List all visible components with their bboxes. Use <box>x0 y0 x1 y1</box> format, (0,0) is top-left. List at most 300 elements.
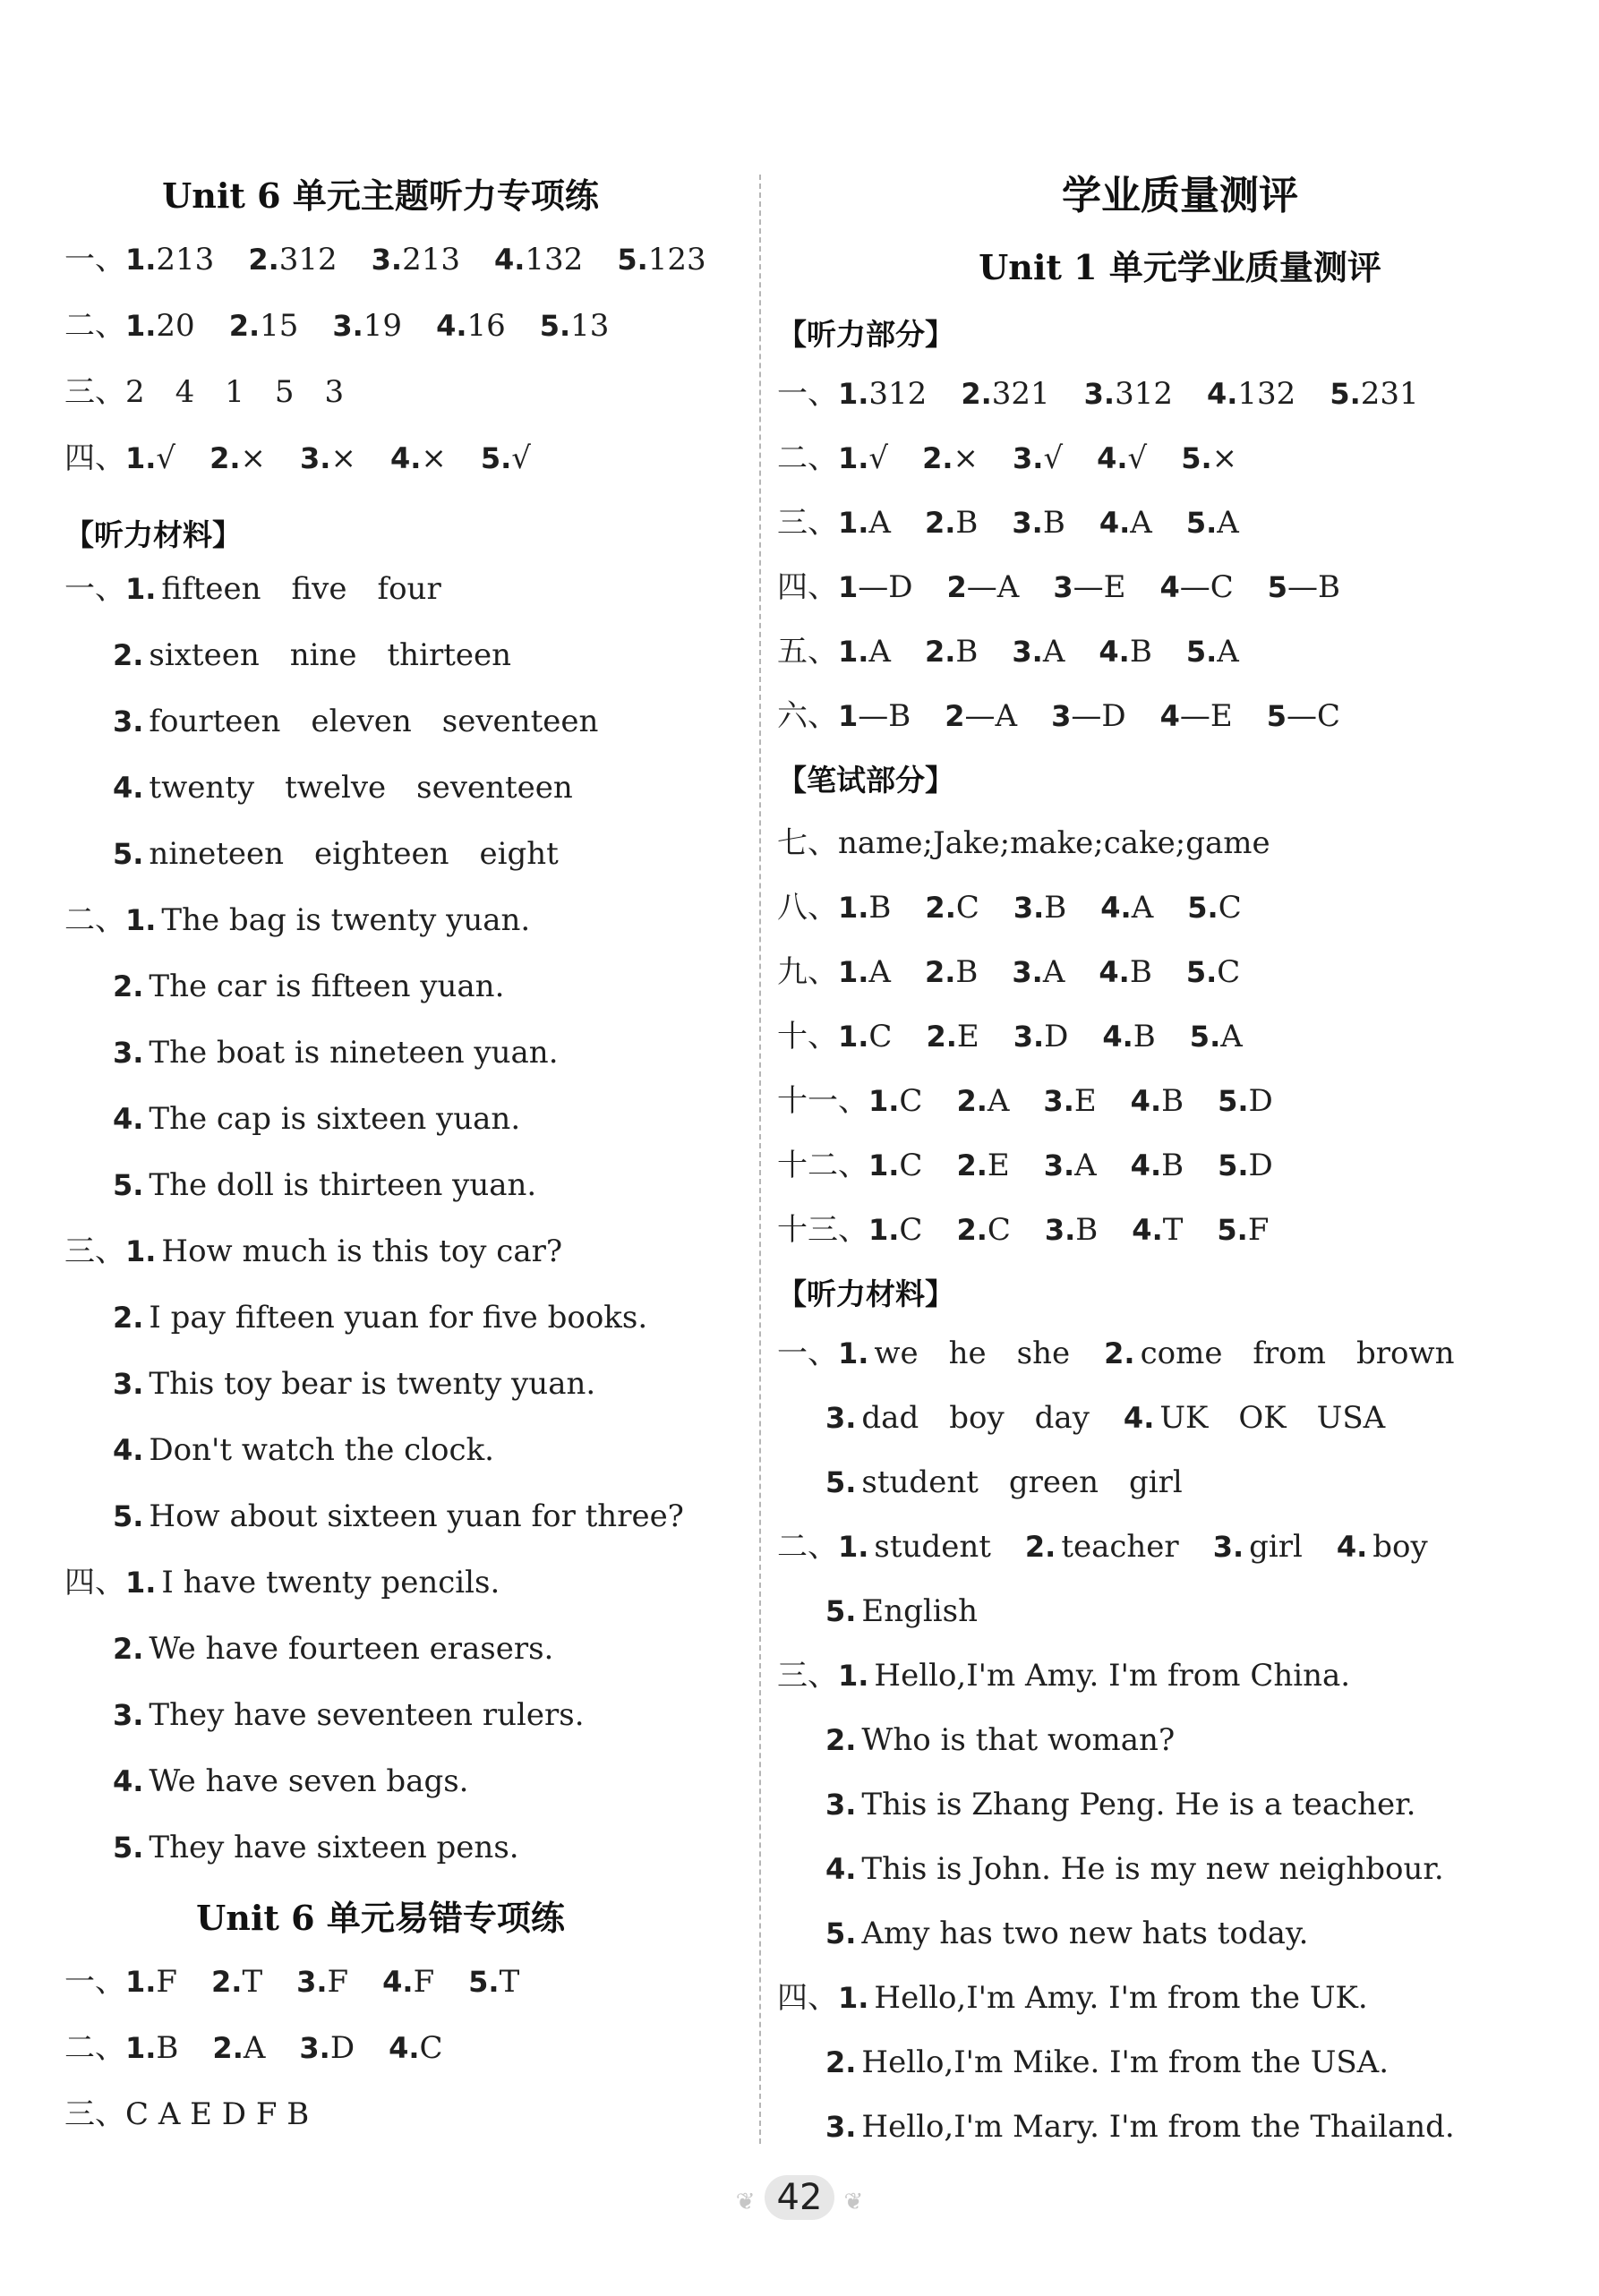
answer-item <box>1084 376 1173 412</box>
material-text: come from brown <box>1140 1336 1455 1371</box>
answer-item <box>838 376 927 412</box>
item-number: 3. <box>1012 506 1043 540</box>
material-text: Hello,I'm Mary. I'm from the Thailand. <box>861 2109 1455 2145</box>
error-answer-row <box>64 1962 519 2002</box>
item-number: 4. <box>1130 1084 1162 1118</box>
item-number: 5. <box>1185 955 1218 989</box>
material-segment <box>825 1916 1308 1951</box>
item-number: 3. <box>113 1036 144 1070</box>
answer-item <box>1217 1212 1269 1248</box>
answer-item <box>125 1964 177 2000</box>
material-line <box>64 1232 562 1271</box>
item-number: 5. <box>1185 635 1218 669</box>
material-text: we he she <box>874 1336 1071 1371</box>
item-number: 1. <box>125 441 157 475</box>
answer-item <box>838 634 891 670</box>
answer-item <box>382 1964 434 2000</box>
section-number: 一、 <box>64 571 125 607</box>
section-number: 十二、 <box>777 1148 868 1183</box>
item-number: 1. <box>868 1084 900 1118</box>
answer-item <box>838 1019 892 1054</box>
answer-item <box>1131 1148 1184 1183</box>
item-number: 4. <box>1097 441 1128 475</box>
item-answer: 132 <box>1237 376 1296 412</box>
answer-item <box>390 440 447 476</box>
item-answer: B <box>1133 1019 1156 1054</box>
answer-item <box>838 440 888 476</box>
answer-item <box>125 242 214 277</box>
answer-item <box>468 1964 519 2000</box>
item-number: 4. <box>389 2031 420 2065</box>
item-answer: D <box>1248 1083 1273 1119</box>
written-answer-row <box>777 952 1240 992</box>
answer-item <box>1097 440 1147 476</box>
item-answer: A <box>1042 954 1065 990</box>
item-number: 3. <box>825 2110 857 2144</box>
unit6-listening-title: Unit 6 单元主题听力专项练 <box>162 175 599 216</box>
answer-item <box>1013 890 1066 926</box>
item-answer: A <box>987 1083 1010 1119</box>
answer-item <box>1012 634 1065 670</box>
item-number: 4. <box>1123 1401 1155 1435</box>
answer-item <box>1102 1019 1155 1054</box>
answer-item <box>372 242 460 277</box>
answer-item <box>1187 890 1241 926</box>
item-answer: T <box>499 1964 520 2000</box>
item-number: 1. <box>838 377 869 411</box>
material-text: Hello,I'm Mike. I'm from the USA. <box>861 2044 1390 2080</box>
item-answer: 132 <box>525 242 584 277</box>
answer-item <box>332 308 402 344</box>
answer-item <box>1268 569 1340 605</box>
answer-item <box>1013 440 1063 476</box>
item-answer: —E <box>1179 698 1233 734</box>
material-text: This is John. He is my new neighbour. <box>861 1851 1444 1887</box>
answer-item <box>838 698 911 734</box>
item-number: 2. <box>922 441 953 475</box>
item-number: 5. <box>113 1831 144 1865</box>
material-line <box>825 1785 1416 1824</box>
item-number: 2. <box>248 243 279 277</box>
answer-item <box>299 2030 355 2066</box>
answer-item <box>300 440 356 476</box>
section-number: 一、 <box>64 242 125 277</box>
item-answer: C <box>1217 954 1241 990</box>
material-text: fourteen eleven seventeen <box>149 704 599 739</box>
page-number <box>0 2175 1599 2220</box>
answer-item <box>229 308 299 344</box>
answer-item <box>125 440 175 476</box>
written-part-label: 【笔试部分】 <box>777 763 954 798</box>
material-line <box>777 1656 1350 1695</box>
item-answer: D <box>1248 1148 1273 1183</box>
item-answer: B <box>1075 1212 1099 1248</box>
material-line <box>113 768 573 807</box>
answer-item <box>1012 954 1065 990</box>
material-segment <box>825 2044 1389 2080</box>
item-answer: A <box>1217 505 1239 541</box>
item-number: 5. <box>1217 1213 1248 1247</box>
item-number: 1. <box>838 1336 869 1370</box>
item-number: 3. <box>1083 377 1116 411</box>
answer-item <box>209 440 266 476</box>
material-line <box>64 900 530 940</box>
material-line <box>825 1398 1385 1438</box>
item-number: 1. <box>125 1965 157 1999</box>
item-answer: B <box>1161 1083 1184 1119</box>
material-line <box>113 1099 520 1139</box>
item-answer: √ <box>511 440 531 476</box>
material-line <box>113 1762 469 1801</box>
item-number: 1. <box>838 441 869 475</box>
item-answer: A <box>868 505 891 541</box>
material-line <box>825 1720 1175 1760</box>
material-text: They have sixteen pens. <box>149 1830 519 1865</box>
item-number: 1. <box>838 1981 869 2015</box>
item-answer: 15 <box>260 308 299 344</box>
material-segment <box>825 1787 1416 1822</box>
item-answer: A <box>868 954 891 990</box>
section-number: 三、 <box>64 1233 125 1269</box>
item-number: 5. <box>1185 506 1218 540</box>
material-segment <box>825 1722 1175 1758</box>
section-number: 一、 <box>777 376 838 412</box>
answer-item <box>389 2030 442 2066</box>
section-number: 一、 <box>777 1336 838 1371</box>
item-number: 1. <box>125 243 157 277</box>
section-number: 三、 <box>64 374 125 410</box>
answer-text: C A E D F B <box>125 2096 310 2132</box>
item-answer: —E <box>1073 569 1126 605</box>
material-line <box>113 1497 684 1536</box>
item-answer: —B <box>1287 569 1340 605</box>
item-answer: 16 <box>466 308 506 344</box>
item-number: 4. <box>113 1433 144 1467</box>
item-number: 3. <box>1044 1213 1076 1247</box>
section-number: 五、 <box>777 634 838 670</box>
item-answer: B <box>955 634 979 670</box>
item-number: 3. <box>1013 1020 1045 1054</box>
error-answer-row <box>64 2095 309 2134</box>
answer-item <box>1099 505 1152 541</box>
item-number: 2. <box>956 1084 988 1118</box>
unit6-errors-title: Unit 6 单元易错专项练 <box>196 1898 565 1938</box>
item-number: 5. <box>1330 377 1361 411</box>
material-line <box>64 569 441 609</box>
answer-item <box>868 1148 922 1183</box>
material-text: The cap is sixteen yuan. <box>149 1101 521 1137</box>
item-number: 2. <box>925 891 956 925</box>
answer-item <box>945 698 1017 734</box>
material-segment <box>838 1336 1070 1371</box>
answer-item <box>838 505 891 541</box>
item-number: 3 <box>1051 699 1072 733</box>
item-number: 3. <box>332 309 363 343</box>
item-answer: 123 <box>647 242 706 277</box>
material-text: They have seventeen rulers. <box>149 1697 585 1733</box>
material-segment <box>825 1851 1444 1887</box>
answer-item <box>1099 634 1151 670</box>
material-text: We have seven bags. <box>149 1763 469 1799</box>
material-line <box>113 1033 559 1072</box>
answer-item <box>436 308 506 344</box>
item-answer: √ <box>868 440 889 476</box>
material-line <box>113 1430 494 1470</box>
material-line <box>113 1364 595 1404</box>
page-number-value: 42 <box>765 2175 835 2220</box>
section-number: 三、 <box>64 2096 125 2132</box>
item-number: 5. <box>1218 1148 1249 1182</box>
item-number: 3. <box>825 1788 857 1822</box>
item-answer: —C <box>1179 569 1234 605</box>
item-answer: D <box>1044 1019 1069 1054</box>
answer-item <box>961 376 1049 412</box>
answer-item <box>125 308 195 344</box>
section-number: 四、 <box>64 440 125 476</box>
item-answer: —B <box>858 698 911 734</box>
column-divider <box>759 175 761 2144</box>
item-answer: F <box>327 1964 349 2000</box>
material-text: I pay fifteen yuan for five books. <box>149 1300 648 1336</box>
written-answer-row <box>777 1017 1243 1056</box>
item-number: 4 <box>1159 570 1180 604</box>
item-number: 3. <box>296 1965 328 1999</box>
item-number: 4. <box>1099 635 1130 669</box>
item-answer: 20 <box>156 308 195 344</box>
material-line <box>825 1463 1183 1502</box>
answer-item <box>868 1212 922 1248</box>
item-number: 5. <box>825 1465 857 1499</box>
answer-item <box>1099 954 1151 990</box>
item-number: 3. <box>825 1401 857 1435</box>
item-number: 5. <box>113 837 144 871</box>
item-number: 1. <box>868 1148 900 1182</box>
item-number: 5. <box>113 1499 144 1533</box>
item-answer: 19 <box>363 308 403 344</box>
material-segment <box>825 1400 1090 1436</box>
item-number: 3. <box>371 243 403 277</box>
material-text: twenty twelve seventeen <box>149 770 573 806</box>
material-text: I have twenty pencils. <box>161 1565 500 1600</box>
answer-item <box>922 440 979 476</box>
material-segment <box>1337 1529 1428 1565</box>
item-number: 3. <box>1212 1530 1244 1564</box>
item-number: 3. <box>113 1698 144 1732</box>
section-number: 十、 <box>777 1019 838 1054</box>
section-number: 三、 <box>777 1658 838 1694</box>
item-answer: C <box>868 1019 893 1054</box>
item-number: 2. <box>113 1301 144 1335</box>
item-number: 2. <box>113 638 144 672</box>
item-number: 4. <box>113 1102 144 1136</box>
answer-item <box>1053 569 1125 605</box>
answer-item <box>926 1019 979 1054</box>
item-number: 4. <box>1102 1020 1133 1054</box>
item-number: 4. <box>1206 377 1238 411</box>
material-line <box>113 636 511 675</box>
answer-item <box>211 1964 262 2000</box>
item-number: 2. <box>209 441 241 475</box>
listening-answer-row <box>777 696 1340 736</box>
item-number: 3. <box>1043 1084 1074 1118</box>
material-line <box>113 967 504 1006</box>
material-text: dad boy day <box>861 1400 1090 1436</box>
answer-text: name;Jake;make;cake;game <box>838 825 1270 861</box>
answer-item <box>1181 440 1237 476</box>
leaf-ornament-right: ❦ <box>843 2189 864 2215</box>
answer-item <box>1013 1019 1069 1054</box>
item-number: 1 <box>838 699 859 733</box>
material-text: sixteen nine thirteen <box>149 637 512 673</box>
item-answer: √ <box>1127 440 1148 476</box>
item-answer: F <box>156 1964 178 2000</box>
item-number: 1. <box>838 1659 869 1693</box>
material-segment <box>1213 1529 1303 1565</box>
material-text: How about sixteen yuan for three? <box>149 1498 684 1534</box>
item-number: 3. <box>299 2031 330 2065</box>
section-number: 六、 <box>777 698 838 734</box>
listening-materials-label: 【听力材料】 <box>64 517 242 552</box>
section-number: 十一、 <box>777 1083 868 1119</box>
item-number: 4. <box>1336 1530 1368 1564</box>
answer-item <box>1218 1148 1273 1183</box>
item-answer: 213 <box>402 242 460 277</box>
answer-item <box>947 569 1020 605</box>
answer-item <box>925 505 978 541</box>
item-number: 2 <box>946 570 967 604</box>
item-number: 4. <box>1132 1213 1163 1247</box>
item-number: 4. <box>825 1852 857 1886</box>
material-text: fifteen five four <box>161 571 441 607</box>
written-answer-row <box>777 1146 1273 1185</box>
answer-item <box>248 242 337 277</box>
item-answer: B <box>868 890 892 926</box>
item-number: 2. <box>113 969 144 1003</box>
material-line <box>825 1914 1308 1953</box>
material-segment <box>838 1980 1368 2016</box>
item-number: 1. <box>838 506 869 540</box>
item-answer: B <box>955 505 979 541</box>
answer-item <box>1186 954 1240 990</box>
item-answer: 312 <box>278 242 338 277</box>
answer-item <box>838 569 913 605</box>
item-answer: C <box>899 1148 923 1183</box>
material-text: The boat is nineteen yuan. <box>149 1035 559 1071</box>
answer-item <box>925 634 978 670</box>
item-number: 4. <box>1130 1148 1162 1182</box>
item-number: 5. <box>113 1168 144 1202</box>
item-answer: E <box>1073 1083 1097 1119</box>
material-text: English <box>861 1593 978 1629</box>
item-number: 2. <box>924 955 956 989</box>
item-answer: B <box>1129 954 1152 990</box>
material-text: Hello,I'm Amy. I'm from the UK. <box>874 1980 1368 2016</box>
item-answer: C <box>419 2030 443 2066</box>
material-text: teacher <box>1061 1529 1179 1565</box>
answer-item <box>1043 1083 1096 1119</box>
written-answer-row <box>777 824 1270 863</box>
answer-item <box>925 890 979 926</box>
section-number: 二、 <box>64 2030 125 2066</box>
item-answer: 213 <box>156 242 215 277</box>
listening-answer-row <box>777 632 1239 671</box>
answer-item <box>481 440 531 476</box>
answer-item <box>1100 890 1153 926</box>
item-answer: C <box>1218 890 1242 926</box>
item-number: 2. <box>956 1148 988 1182</box>
material-line <box>777 1527 1428 1566</box>
section-number: 七、 <box>777 825 838 861</box>
item-answer: B <box>156 2030 179 2066</box>
item-answer: × <box>1211 440 1238 476</box>
item-answer: 312 <box>1115 376 1173 412</box>
answer-item <box>838 954 891 990</box>
material-line <box>825 2107 1455 2147</box>
item-number: 1. <box>838 891 869 925</box>
item-number: 4. <box>113 1764 144 1798</box>
material-text: UK OK USA <box>1159 1400 1386 1436</box>
item-answer: T <box>1162 1212 1184 1248</box>
material-segment <box>1104 1336 1454 1371</box>
item-number: 1. <box>838 635 869 669</box>
item-answer: B <box>1044 890 1067 926</box>
item-answer: —D <box>858 569 913 605</box>
material-text: Amy has two new hats today. <box>861 1916 1309 1951</box>
item-answer: × <box>953 440 979 476</box>
item-number: 2. <box>228 309 261 343</box>
material-text: boy <box>1372 1529 1428 1565</box>
item-answer: A <box>1220 1019 1243 1054</box>
item-answer: A <box>1042 634 1065 670</box>
written-answer-row <box>777 1081 1273 1121</box>
material-text: How much is this toy car? <box>161 1233 563 1269</box>
material-segment <box>825 1464 1183 1500</box>
answer-item <box>494 242 583 277</box>
material-line <box>113 702 598 741</box>
item-answer: B <box>1042 505 1065 541</box>
material-text: student <box>874 1529 991 1565</box>
answer-item <box>1218 1083 1273 1119</box>
listening-answer-row <box>777 439 1237 478</box>
item-number: 2. <box>825 1723 857 1757</box>
listening-answer-row <box>777 568 1340 607</box>
item-number: 2. <box>924 506 956 540</box>
material-segment <box>1025 1529 1179 1565</box>
material-text: Who is that woman? <box>861 1722 1176 1758</box>
material-text: nineteen eighteen eight <box>149 836 559 872</box>
item-number: 2. <box>956 1213 988 1247</box>
section-number: 一、 <box>64 1964 125 2000</box>
item-answer: × <box>330 440 356 476</box>
leaf-ornament-left: ❦ <box>735 2189 756 2215</box>
material-line <box>777 1978 1368 2018</box>
material-segment <box>825 2109 1455 2145</box>
answer-item <box>1131 1083 1184 1119</box>
item-answer: E <box>956 1019 979 1054</box>
item-number: 3. <box>300 441 331 475</box>
item-number: 2. <box>924 635 956 669</box>
item-number: 1. <box>838 1530 869 1564</box>
item-answer: √ <box>156 440 176 476</box>
item-number: 5. <box>539 309 571 343</box>
answer-item <box>1159 569 1233 605</box>
item-number: 2. <box>113 1632 144 1666</box>
section-number: 四、 <box>777 1980 838 2016</box>
answer-item <box>1132 1212 1183 1248</box>
material-line <box>825 2043 1389 2082</box>
answer-item <box>868 1083 922 1119</box>
answer-item <box>540 308 610 344</box>
